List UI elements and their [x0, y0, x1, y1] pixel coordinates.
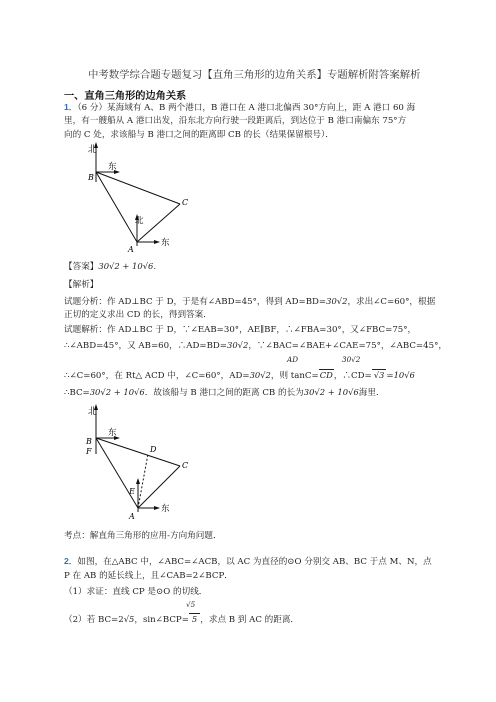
answer-value: 30√2 + 10√6. — [98, 261, 157, 271]
analysis-line-2: 正切的定义求出 CD 的长，得到答案． — [64, 310, 212, 320]
document-title: 中考数学综合题专题复习【直角三角形的边角关系】专题解析附答案解析 — [88, 69, 421, 81]
question-1-text-1: （6 分）某海域有 A、B 两个港口，B 港口在 A 港口北偏西 30°方向上，距 A 港口 60 海 — [77, 103, 416, 113]
fig2-side-bc — [96, 438, 180, 466]
fig2-point-d: D — [150, 445, 157, 454]
solution-text-3a: ∴∠C=60°，在 Rt△ ACD 中，∠C=60°，AD= — [64, 371, 250, 381]
fig2-point-e: E — [129, 487, 135, 496]
fig1-side-bc — [96, 172, 180, 204]
question-2-number: 2． — [64, 556, 78, 566]
question-2-root: √5 — [123, 614, 135, 624]
analysis-label: 【解析】 — [64, 280, 99, 290]
fig2-north-arrow-a — [136, 478, 140, 484]
question-1-line-3: 向的 C 处，求该船与 B 港口之间的距离即 CB 的长（结果保留根号）． — [64, 130, 334, 140]
question-1-line-1 — [64, 101, 415, 114]
fig2-point-f: F — [86, 447, 92, 456]
fig2-point-c: C — [182, 461, 189, 470]
sin-fraction-denominator: 5 — [189, 613, 200, 624]
cd-fraction-numerator: 30√2 — [342, 355, 361, 364]
tan-fraction-denominator: CD — [319, 370, 333, 380]
question-2-part-1: （1）求证：直线 CP 是⊙O 的切线． — [64, 587, 208, 597]
fig2-east-label-top: 东 — [108, 428, 117, 438]
fig1-east-arrow-a — [154, 240, 160, 244]
cd-fraction-denominator: √3 — [373, 370, 385, 380]
analysis-root-1: 30√2 — [326, 296, 348, 306]
fig2-east-label-bottom: 东 — [161, 504, 170, 514]
fig1-north-label-top: 北 — [88, 145, 98, 155]
solution-text-4c: 海里． — [358, 388, 385, 398]
tan-fraction-numerator: AD — [287, 355, 298, 364]
question-2-part-2a: （2）若 BC=2 — [64, 615, 124, 625]
fig2-point-b: B — [86, 437, 92, 446]
solution-root-cd: 10√6 — [393, 370, 415, 380]
answer-line — [64, 260, 156, 273]
fig2-side-ba — [96, 438, 138, 508]
solution-text-4a: ∴BC= — [64, 388, 90, 398]
fig1-side-ba — [96, 172, 137, 242]
solution-text-2a: ∴∠ABD=45°，又 AB=60，∴AD=BD= — [64, 341, 227, 351]
question-2-part-2b: ，sin∠BCP= — [134, 615, 189, 625]
fig1-point-a: A — [128, 245, 134, 254]
solution-text-2b: ，∵∠BAC=∠BAE+∠CAE=75°，∠ABC=45°， — [248, 341, 447, 351]
solution-line-1: 试题解析：作 AD⊥BC 于 D，∵∠EAB=30°，AE∥BF，∴∠FBA=30°，又∠FBC=75°， — [64, 325, 417, 335]
analysis-text-1b: ，求出∠C=60°，根据 — [347, 297, 436, 307]
solution-text-3c: ，∴CD= — [333, 371, 372, 381]
fig1-east-label-top: 东 — [108, 162, 117, 172]
figure-1 — [82, 142, 202, 254]
section-heading: 一、直角三角形的边角关系 — [64, 91, 187, 102]
solution-line-2 — [64, 339, 447, 352]
solution-final-expression: 30√2 + 10√6 — [303, 387, 359, 397]
fig1-point-b: B — [88, 173, 94, 182]
figure-2 — [82, 404, 206, 522]
question-1-line-2: 里，有一艘船从 A 港口出发，沿东北方向行驶一段距离后，到达位于 B 港口南偏东 75°方 — [64, 116, 407, 126]
question-2-part-2 — [64, 613, 299, 626]
solution-line-3 — [64, 369, 415, 382]
kaodian-line: 考点：解直角三角形的应用-方向角问题． — [64, 531, 222, 541]
question-2-line-1 — [64, 555, 432, 568]
question-2-line-2: P 在 AB 的延长线上，且∠CAB=2∠BCP． — [64, 571, 233, 581]
fig1-point-c: C — [182, 198, 189, 207]
fig1-east-label-bottom: 东 — [161, 238, 170, 248]
solution-text-3d: = — [386, 371, 394, 381]
fig1-north-label-bottom: 北 — [135, 216, 144, 226]
fig2-point-a: A — [129, 512, 135, 521]
solution-line-4 — [64, 386, 385, 399]
solution-root-3: 30√2 — [249, 370, 271, 380]
analysis-text-1a: 试题分析：作 AD⊥BC 于 D，于是有∠ABD=45°，得到 AD=BD= — [64, 297, 327, 307]
question-1-number: 1． — [64, 102, 78, 112]
solution-root-2: 30√2 — [226, 340, 249, 350]
analysis-line-1 — [64, 295, 435, 308]
sin-fraction-numerator: √5 — [186, 600, 196, 609]
solution-text-4b: ．故该船与 B 港口之间的距离 CB 的长为 — [144, 388, 304, 398]
solution-text-3b: ，则 tanC= — [270, 371, 319, 381]
solution-bc-expression: 30√2 + 10√6 — [89, 387, 145, 397]
fig2-north-label: 北 — [88, 407, 98, 417]
question-2-text-1: 如图，在△ABC 中，∠ABC=∠ACB，以 AC 为直径的⊙O 分别交 AB、BC 于点 M、N，点 — [77, 557, 432, 567]
answer-label: 【答案】 — [64, 262, 99, 272]
question-2-part-2c: ，求点 B 到 AC 的距离． — [200, 615, 300, 625]
fig2-east-arrow-a — [154, 506, 160, 510]
